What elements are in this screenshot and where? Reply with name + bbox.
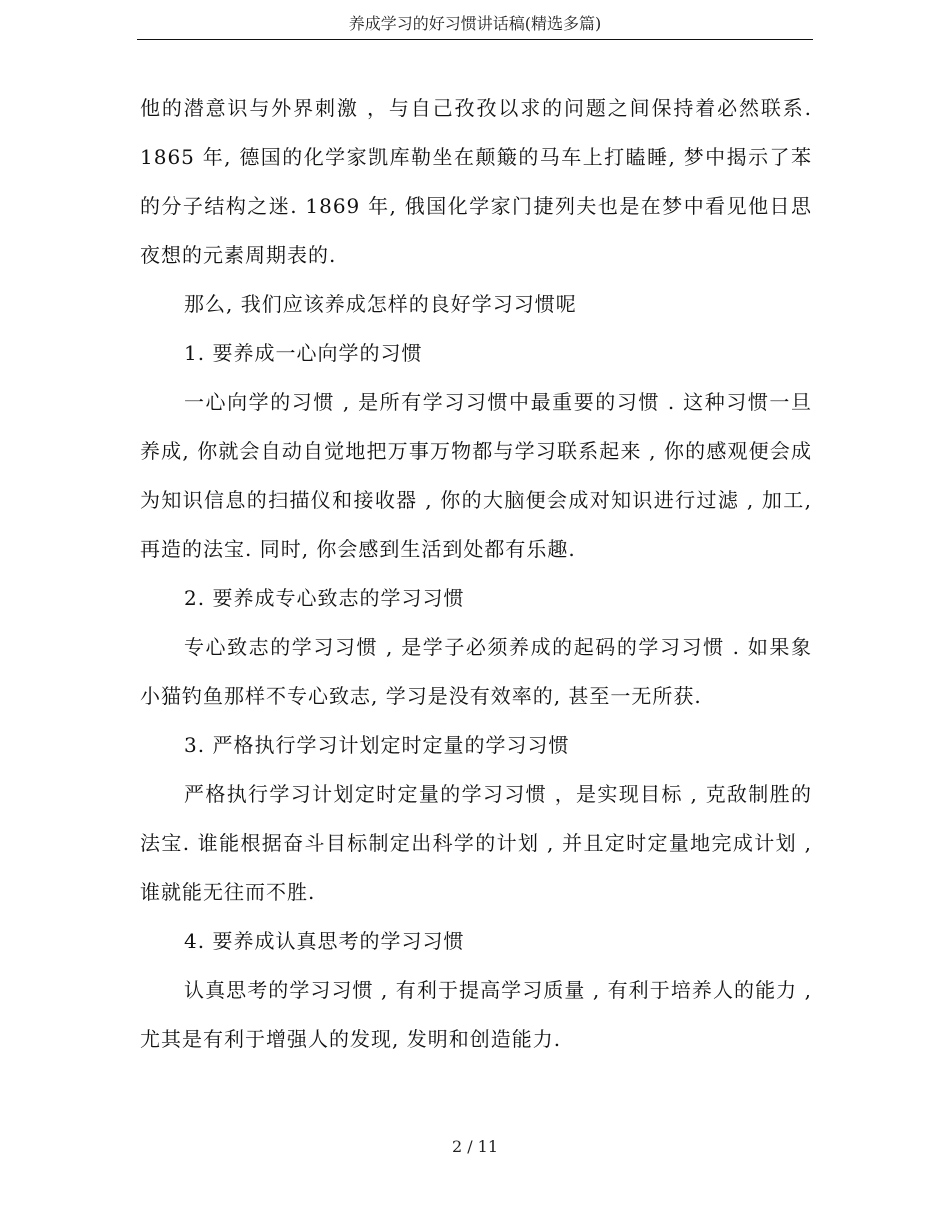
section-heading-1: 1. 要养成一心向学的习惯 <box>184 341 423 365</box>
paragraph-4: 专心致志的学习习惯 , 是学子必须养成的起码的学习习惯 . 如果象小猫钓鱼那样不专心致志, 学习是没有效率的, 甚至一无所获. <box>140 635 812 708</box>
paragraph-2: 那么, 我们应该养成怎样的良好学习习惯呢 <box>184 292 577 316</box>
section-heading-3: 3. 严格执行学习计划定时定量的学习习惯 <box>184 733 570 757</box>
section-heading-4: 4. 要养成认真思考的学习习惯 <box>184 929 465 953</box>
page-header-title: 养成学习的好习惯讲话稿(精选多篇) <box>348 14 602 33</box>
document-body <box>140 84 812 1064</box>
paragraph-6: 认真思考的学习习惯 , 有利于提高学习质量 , 有利于培养人的能力 , 尤其是有利于增强人的发现, 发明和创造能力. <box>140 978 812 1051</box>
paragraph-5: 严格执行学习计划定时定量的学习习惯 ，是实现目标 , 克敌制胜的法宝. 谁能根据奋斗目标制定出科学的计划 , 并且定时定量地完成计划 , 谁就能无往而不胜. <box>140 782 812 904</box>
paragraph-1: 他的潜意识与外界刺激 ，与自己孜孜以求的问题之间保持着必然联系. 1865 年, 德国的化学家凯库勒坐在颠簸的马车上打瞌睡, 梦中揭示了苯的分子结构之迷. 1869 年, 俄国化学家门捷列夫也是在梦中看见他日思夜想的元素周期表的. <box>140 96 812 267</box>
paragraph-3: 一心向学的习惯 , 是所有学习习惯中最重要的习惯 . 这种习惯一旦养成, 你就会自动自觉地把万事万物都与学习联系起来 , 你的感观便会成为知识信息的扫描仪和接收器 , 你的大脑便会成对知识进行过滤 , 加工, 再造的法宝. 同时, 你会感到生活到处都有乐趣. <box>140 390 812 561</box>
header-divider <box>137 39 813 40</box>
section-heading-2: 2. 要养成专心致志的学习习惯 <box>184 586 465 610</box>
page-number: 2 / 11 <box>451 1137 499 1156</box>
